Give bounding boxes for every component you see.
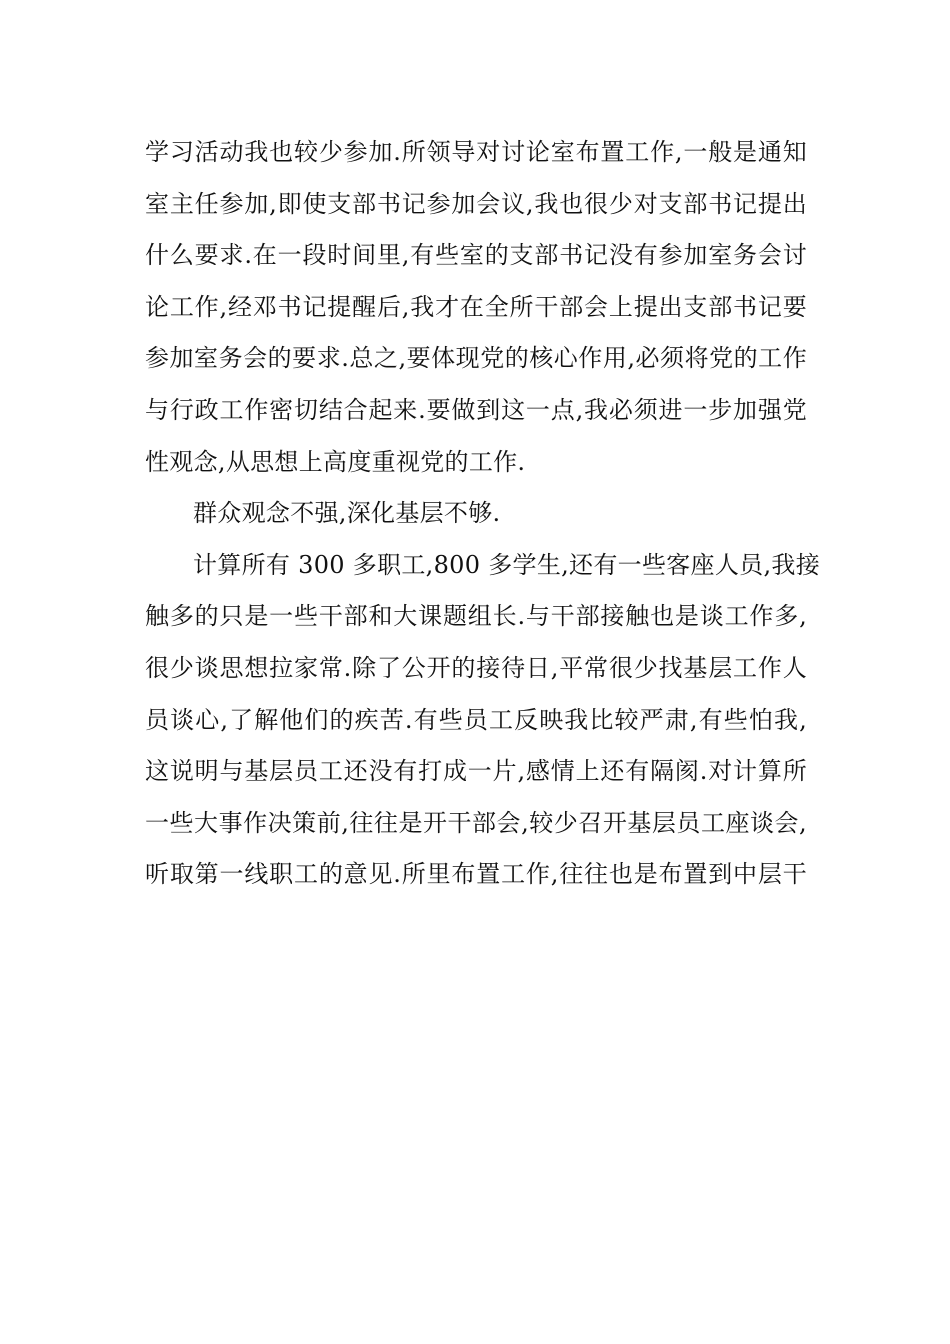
paragraph-first-line: 计算所有 300 多职工,800 多学生,还有一些客座人员,我接 <box>193 550 820 579</box>
text-line: 一些大事作决策前,往往是开干部会,较少召开基层员工座谈会, <box>145 808 807 837</box>
section-heading: 群众观念不强,深化基层不够. <box>193 499 501 528</box>
text-line: 与行政工作密切结合起来.要做到这一点,我必须进一步加强党 <box>145 395 807 424</box>
body-text <box>145 127 820 901</box>
text-line: 员谈心,了解他们的疾苦.有些员工反映我比较严肃,有些怕我, <box>145 705 807 734</box>
text-line: 很少谈思想拉家常.除了公开的接待日,平常很少找基层工作人 <box>145 653 807 682</box>
text-line: 这说明与基层员工还没有打成一片,感情上还有隔阂.对计算所 <box>145 757 807 786</box>
text-line: 论工作,经邓书记提醒后,我才在全所干部会上提出支部书记要 <box>145 292 807 321</box>
text-line: 学习活动我也较少参加.所领导对讨论室布置工作,一般是通知 <box>145 138 807 166</box>
text-line: 触多的只是一些干部和大课题组长.与干部接触也是谈工作多, <box>145 602 807 631</box>
text-line: 听取第一线职工的意见.所里布置工作,往往也是布置到中层干 <box>145 860 807 889</box>
text-line: 性观念,从思想上高度重视党的工作. <box>145 447 526 476</box>
text-line: 什么要求.在一段时间里,有些室的支部书记没有参加室务会讨 <box>145 241 807 270</box>
text-line: 参加室务会的要求.总之,要体现党的核心作用,必须将党的工作 <box>145 344 807 373</box>
text-line: 室主任参加,即使支部书记参加会议,我也很少对支部书记提出 <box>145 189 807 218</box>
